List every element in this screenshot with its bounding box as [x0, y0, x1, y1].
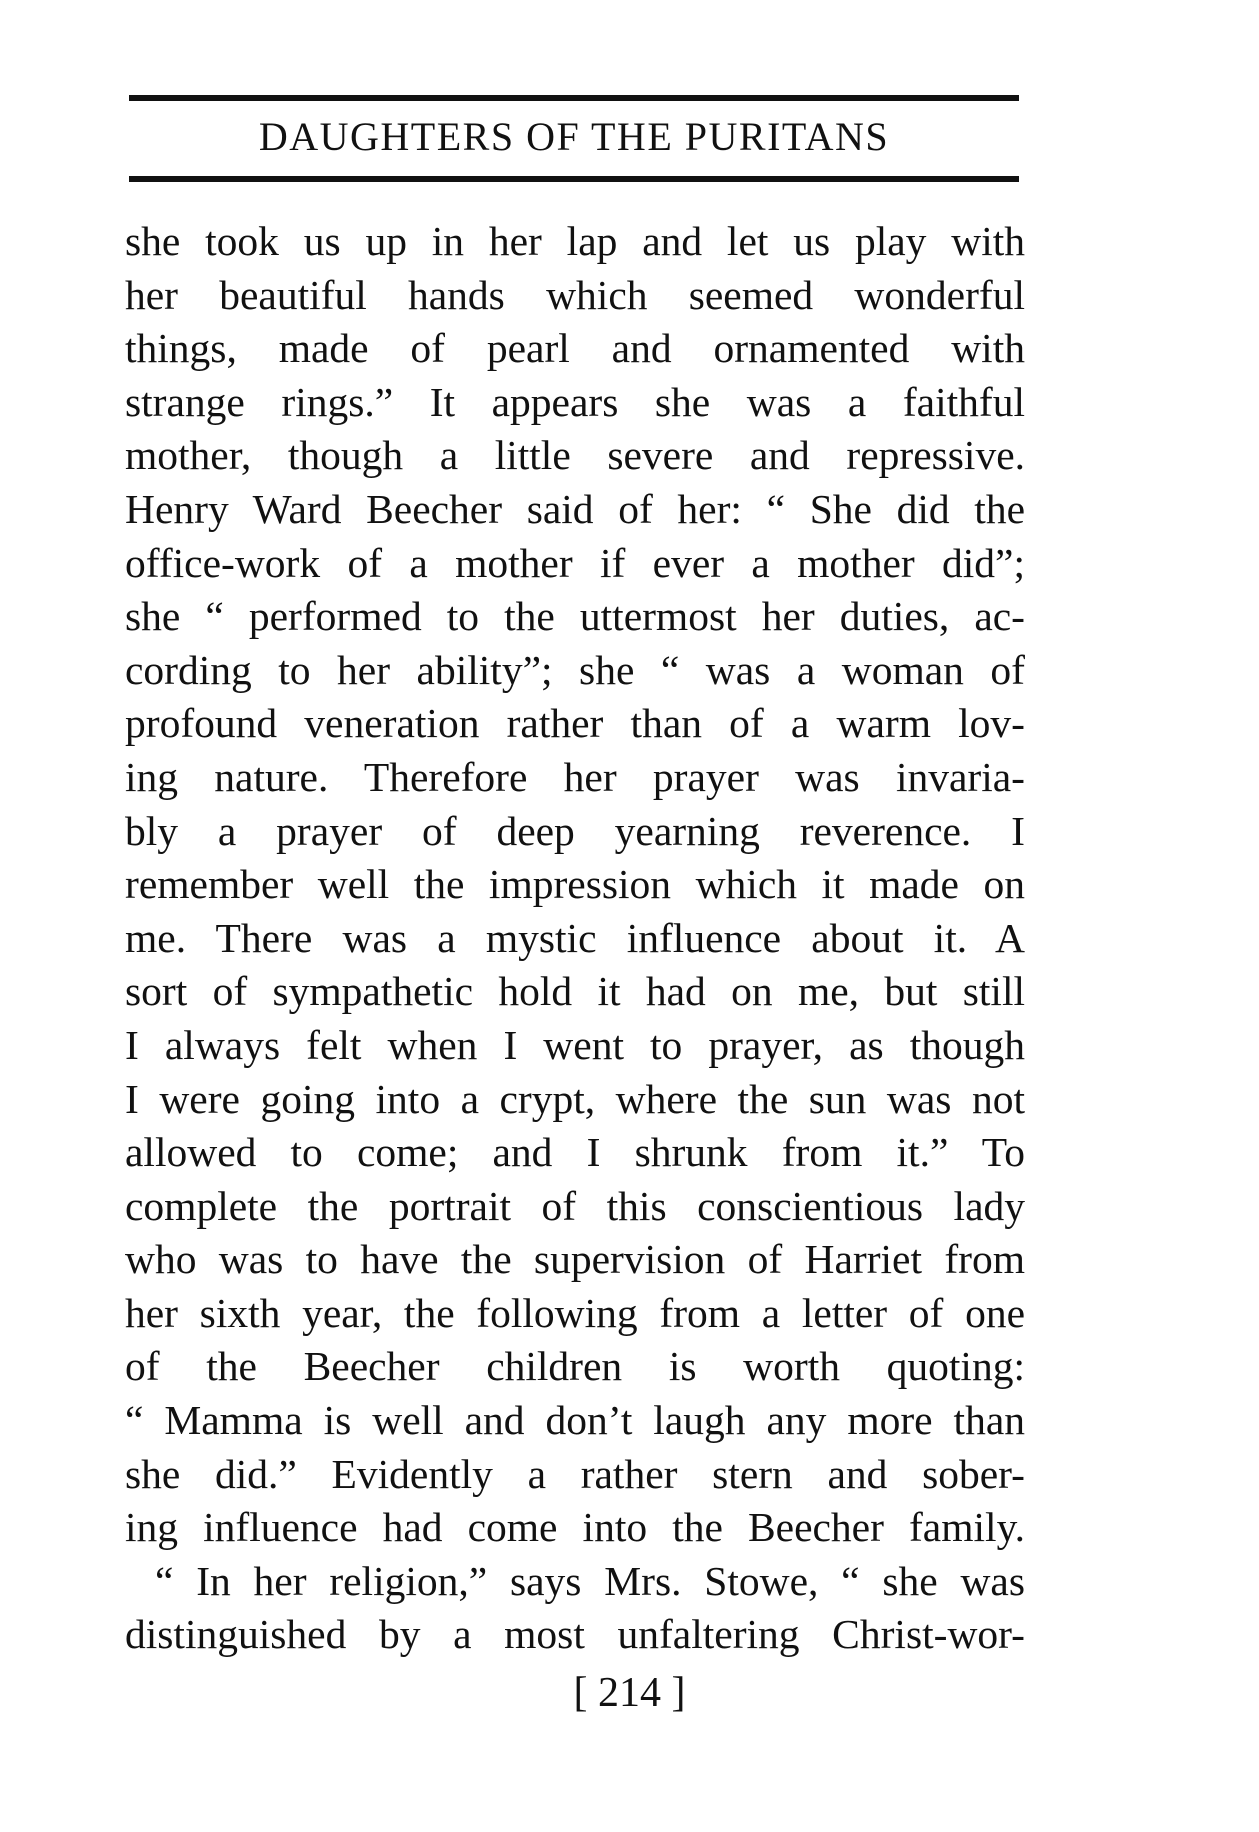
text-line: bly a prayer of deep yearning reverence. I — [125, 807, 1025, 854]
text-line: of the Beecher children is worth quoting: — [125, 1343, 1025, 1390]
body-text — [125, 215, 1025, 1662]
page-number: [ 214 ] — [573, 1670, 686, 1716]
text-line: her sixth year, the following from a letter of one — [125, 1289, 1025, 1336]
text-line: Henry Ward Beecher said of her: “ She did the — [125, 485, 1025, 532]
text-line: she did.” Evidently a rather stern and sober- — [125, 1450, 1025, 1497]
text-line: I were going into a crypt, where the sun was not — [125, 1075, 1025, 1122]
text-line: I always felt when I went to prayer, as though — [125, 1021, 1025, 1068]
text-line: she “ performed to the uttermost her duties, ac- — [125, 593, 1025, 640]
text-line: she took us up in her lap and let us play with — [125, 218, 1025, 264]
text-line: “ Mamma is well and don’t laugh any more than — [125, 1397, 1025, 1444]
text-line: distinguished by a most unfaltering Christ-wor- — [125, 1611, 1025, 1658]
text-line: “ In her religion,” says Mrs. Stowe, “ she was — [155, 1557, 1025, 1604]
text-line: me. There was a mystic influence about it. A — [125, 914, 1025, 961]
text-line: remember well the impression which it made on — [125, 861, 1025, 908]
text-line: complete the portrait of this conscientious lady — [125, 1182, 1025, 1229]
text-line: cording to her ability”; she “ was a woman of — [125, 646, 1025, 693]
text-line: strange rings.” It appears she was a faithful — [125, 378, 1025, 425]
text-line: who was to have the supervision of Harriet from — [125, 1236, 1025, 1283]
header-rule-bottom — [129, 176, 1019, 182]
text-line: ing nature. Therefore her prayer was invaria- — [125, 753, 1025, 800]
running-head: DAUGHTERS OF THE PURITANS — [258, 114, 890, 159]
text-line: office-work of a mother if ever a mother did”; — [125, 539, 1025, 586]
text-line: ing influence had come into the Beecher family. — [125, 1504, 1025, 1551]
text-line: allowed to come; and I shrunk from it.” To — [125, 1129, 1025, 1176]
text-line: profound veneration rather than of a warm lov- — [125, 700, 1025, 747]
header-rule-top — [129, 95, 1019, 101]
text-line: mother, though a little severe and repressive. — [125, 432, 1025, 479]
text-line: things, made of pearl and ornamented with — [125, 325, 1025, 372]
text-line: her beautiful hands which seemed wonderful — [125, 271, 1025, 318]
text-line: sort of sympathetic hold it had on me, but still — [125, 968, 1025, 1015]
